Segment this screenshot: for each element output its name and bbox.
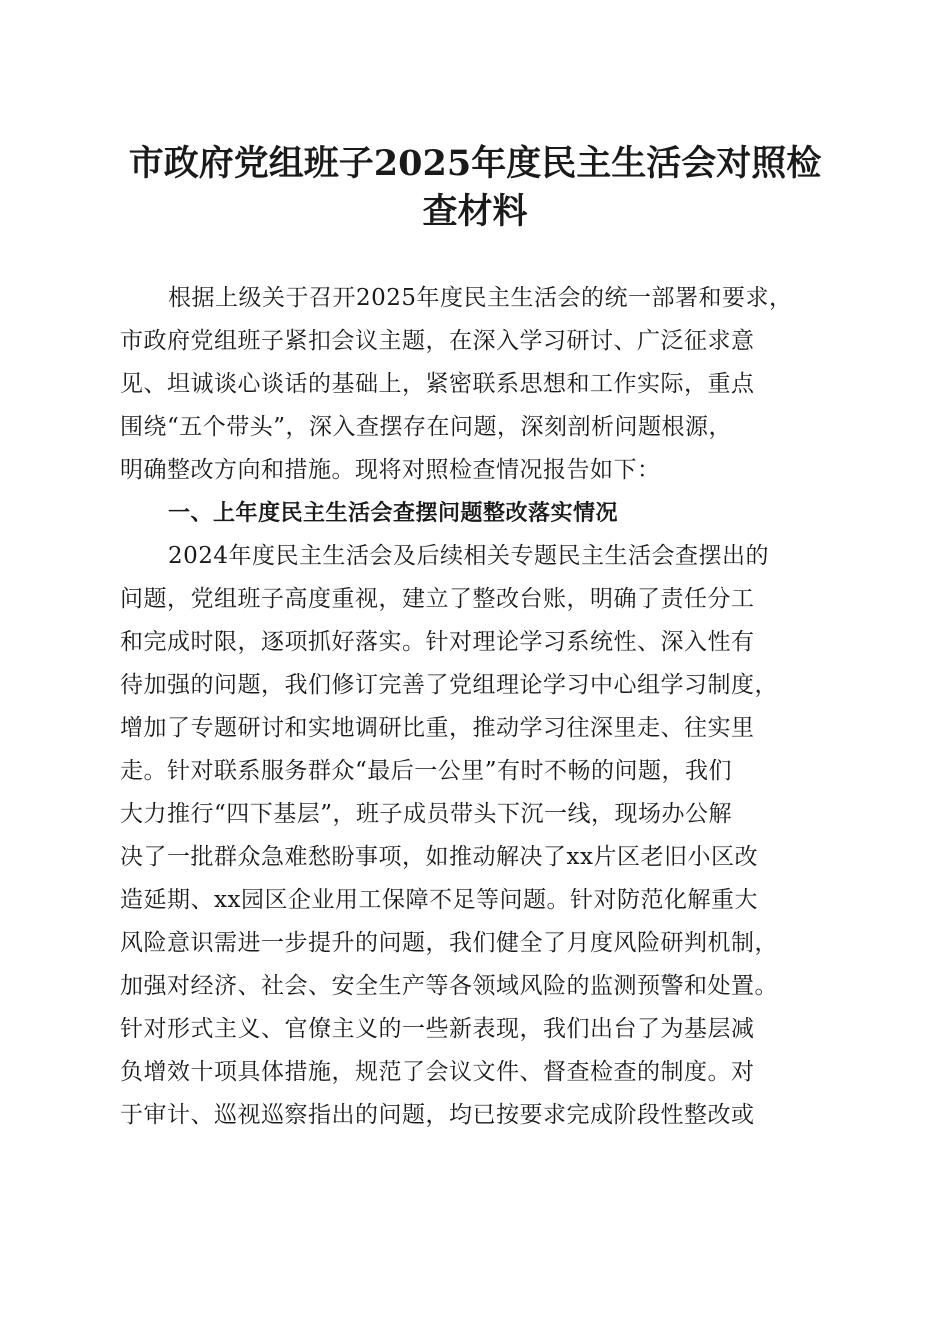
paragraph-line: 于审计、巡视巡察指出的问题，均已按要求完成阶段性整改或 [120, 1102, 755, 1128]
paragraph-line: 见、坦诚谈心谈话的基础上，紧密联系思想和工作实际，重点 [120, 371, 755, 397]
paragraph-line: 市政府党组班子紧扣会议主题，在深入学习研讨、广泛征求意 [120, 328, 755, 354]
title-line-2: 查材料 [422, 191, 528, 232]
section-heading-1: 一、上年度民主生活会查摆问题整改落实情况 [168, 501, 619, 526]
paragraph-line: 根据上级关于召开2025年度民主生活会的统一部署和要求， [168, 285, 793, 311]
paragraph-line: 待加强的问题，我们修订完善了党组理论学习中心组学习制度， [120, 672, 778, 698]
paragraph-rectification [120, 535, 840, 1137]
paragraph-line: 围绕“五个带头”，深入查摆存在问题，深刻剖析问题根源， [120, 414, 733, 440]
paragraph-line: 大力推行“四下基层”，班子成员带头下沉一线，现场办公解 [120, 801, 733, 827]
paragraph-line: 加强对经济、社会、安全生产等各领域风险的监测预警和处置。 [120, 973, 778, 999]
document-body [120, 277, 840, 1137]
title-line-1: 市政府党组班子2025年度民主生活会对照检 [128, 143, 822, 184]
paragraph-line: 明确整改方向和措施。现将对照检查情况报告如下： [120, 457, 661, 483]
paragraph-line: 负增效十项具体措施，规范了会议文件、督查检查的制度。对 [120, 1059, 755, 1085]
paragraph-line: 风险意识需进一步提升的问题，我们健全了月度风险研判机制， [120, 930, 778, 956]
paragraph-line: 决了一批群众急难愁盼事项，如推动解决了xx片区老旧小区改 [120, 844, 758, 870]
paragraph-line: 造延期、xx园区企业用工保障不足等问题。针对防范化解重大 [120, 887, 758, 913]
paragraph-line: 针对形式主义、官僚主义的一些新表现，我们出台了为基层减 [120, 1016, 755, 1042]
document-title [110, 140, 840, 236]
paragraph-intro [120, 277, 840, 492]
paragraph-line: 和完成时限，逐项抓好落实。针对理论学习系统性、深入性有 [120, 629, 755, 655]
paragraph-line: 增加了专题研讨和实地调研比重，推动学习往深里走、往实里 [120, 715, 755, 741]
paragraph-line: 走。针对联系服务群众“最后一公里”有时不畅的问题，我们 [120, 758, 733, 784]
paragraph-line: 问题，党组班子高度重视，建立了整改台账，明确了责任分工 [120, 586, 755, 612]
paragraph-line: 2024年度民主生活会及后续相关专题民主生活会查摆出的 [168, 543, 770, 569]
